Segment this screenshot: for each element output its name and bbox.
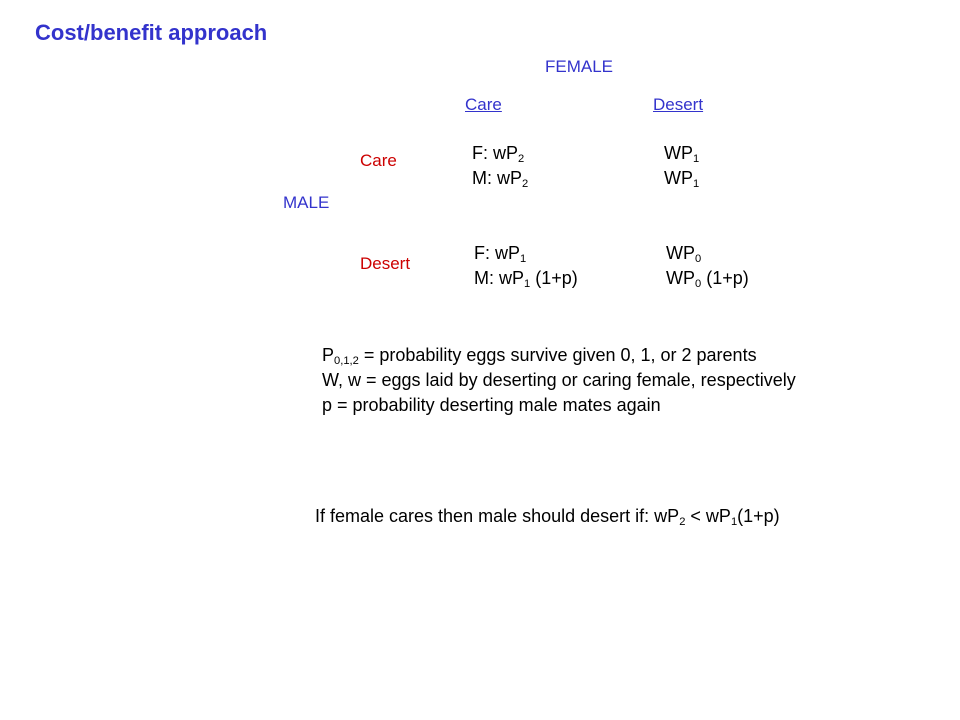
desertion-condition: If female cares then male should desert if: $wP_2 < wP_1(1+p)$ xyxy=(315,506,780,528)
payoff-male-line: M: $wP_2$ xyxy=(472,168,529,190)
payoff-cell-desert-care xyxy=(474,241,578,291)
col-header-care: Care xyxy=(465,95,502,114)
row-header-care: Care xyxy=(360,151,397,170)
payoff-female-line: F: $wP_1$ xyxy=(474,243,527,265)
payoff-cell-care-desert xyxy=(664,141,699,191)
definition-survival-probability: $P_{0,1,2}$ = probability eggs survive given 0, 1, or 2 parents xyxy=(322,345,757,367)
male-axis-label: MALE xyxy=(283,193,330,212)
female-axis-label: FEMALE xyxy=(545,57,614,76)
payoff-male-line: $WP_0$ (1+p) xyxy=(666,268,749,290)
definition-mating-probability: p = probability deserting male mates again xyxy=(322,395,661,415)
payoff-cell-care-care xyxy=(472,141,528,191)
payoff-female-line: F: $wP_2$ xyxy=(472,143,525,165)
row-header-desert: Desert xyxy=(360,254,411,273)
definitions-block xyxy=(322,343,796,418)
payoff-female-line: $WP_1$ xyxy=(664,143,700,165)
payoff-male-line: $WP_1$ xyxy=(664,168,700,190)
payoff-female-line: $WP_0$ xyxy=(666,243,702,265)
payoff-male-line: M: $wP_1$ (1+p) xyxy=(474,268,578,290)
col-header-desert: Desert xyxy=(653,95,704,114)
definition-eggs-laid: W, w = eggs laid by deserting or caring female, respectively xyxy=(322,370,796,390)
page-title: Cost/benefit approach xyxy=(35,20,268,45)
payoff-cell-desert-desert xyxy=(666,241,749,291)
